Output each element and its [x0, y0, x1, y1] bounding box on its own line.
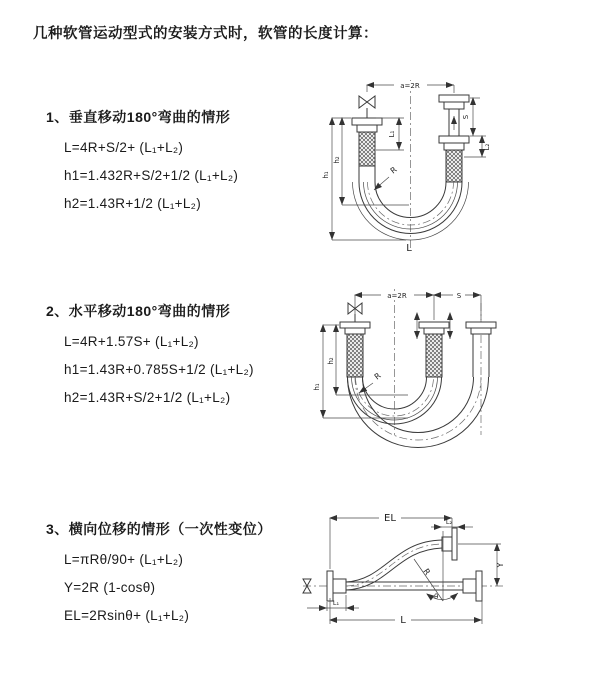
dim-s	[462, 98, 486, 136]
dim-h2	[327, 325, 408, 395]
braided-hose-left	[347, 334, 363, 377]
left-flange	[327, 571, 346, 601]
formula-length: L=4R+S/2+ (L₁+L₂)	[64, 140, 184, 155]
dim-h2-label: h₂	[333, 156, 341, 164]
dim-el-label: EL	[384, 513, 396, 524]
radius-label: R	[372, 371, 383, 382]
dim-h1-label: h₁	[313, 383, 321, 391]
hose-u-bend	[348, 377, 442, 424]
dim-l2	[431, 518, 473, 527]
upper-flange	[442, 528, 457, 560]
dim-s-label: S	[462, 114, 470, 120]
dim-l2-label: L₂	[483, 143, 491, 151]
section-horizontal-movement	[46, 301, 254, 405]
formula-length: L=4R+1.57S+ (L₁+L₂)	[64, 334, 199, 349]
dim-l2-label: L₂	[445, 518, 453, 526]
right-flange	[466, 322, 496, 334]
diagram-lateral-displacement	[297, 503, 512, 638]
dim-width-label: a=2R	[387, 292, 407, 300]
formula-el: EL=2Rsinθ+ (L₁+L₂)	[64, 608, 190, 623]
formula-h1: h1=1.432R+S/2+1/2 (L₁+L₂)	[64, 168, 239, 183]
right-upper-flange	[439, 95, 469, 109]
dim-l-label: L	[400, 615, 406, 626]
braided-hose-right	[446, 150, 462, 182]
dim-h1-label: h₁	[322, 171, 330, 179]
hose-u-bend-shifted	[348, 377, 489, 447]
dim-l1-label: L₁	[388, 130, 396, 138]
dim-y-label: Y	[496, 562, 505, 568]
left-flange	[352, 118, 382, 132]
dim-l	[330, 588, 482, 626]
braided-hose-left	[359, 132, 375, 166]
formula-h2: h2=1.43R+1/2 (L₁+L₂)	[64, 196, 202, 211]
section-vertical-movement	[46, 107, 238, 211]
right-flange	[463, 571, 482, 601]
dim-s-label: S	[456, 292, 462, 300]
radius-label: R	[388, 165, 399, 176]
formula-length: L=πRθ/90+ (L₁+L₂)	[64, 552, 184, 567]
dim-h2-label: h₂	[327, 357, 335, 365]
section-1-heading: 1、垂直移动180°弯曲的情形	[46, 109, 231, 125]
angle-label: θ	[434, 593, 439, 601]
braided-hose-middle	[426, 334, 442, 377]
dim-s	[434, 291, 481, 320]
radius-label: R	[421, 566, 432, 577]
section-3-heading: 3、横向位移的情形（一次性变位）	[46, 521, 272, 537]
formula-h2: h2=1.43R+S/2+1/2 (L₁+L₂)	[64, 390, 231, 405]
formula-h1: h1=1.43R+0.785S+1/2 (L₁+L₂)	[64, 362, 254, 377]
section-2-heading: 2、水平移动180°弯曲的情形	[46, 303, 231, 319]
valve-icon	[359, 96, 375, 118]
length-label: L	[406, 243, 412, 254]
dim-width-label: a=2R	[400, 82, 420, 90]
left-flange	[340, 322, 370, 334]
right-lower-flange	[439, 136, 469, 150]
diagram-horizontal-180-bend	[313, 283, 513, 455]
formula-y: Y=2R (1-cosθ)	[64, 580, 156, 595]
middle-flange	[419, 322, 449, 334]
section-lateral-displacement	[46, 519, 272, 623]
page-title: 几种软管运动型式的安装方式时，软管的长度计算：	[33, 26, 378, 42]
dim-l1-label: L₁	[332, 599, 340, 607]
diagram-vertical-180-bend	[312, 72, 497, 254]
